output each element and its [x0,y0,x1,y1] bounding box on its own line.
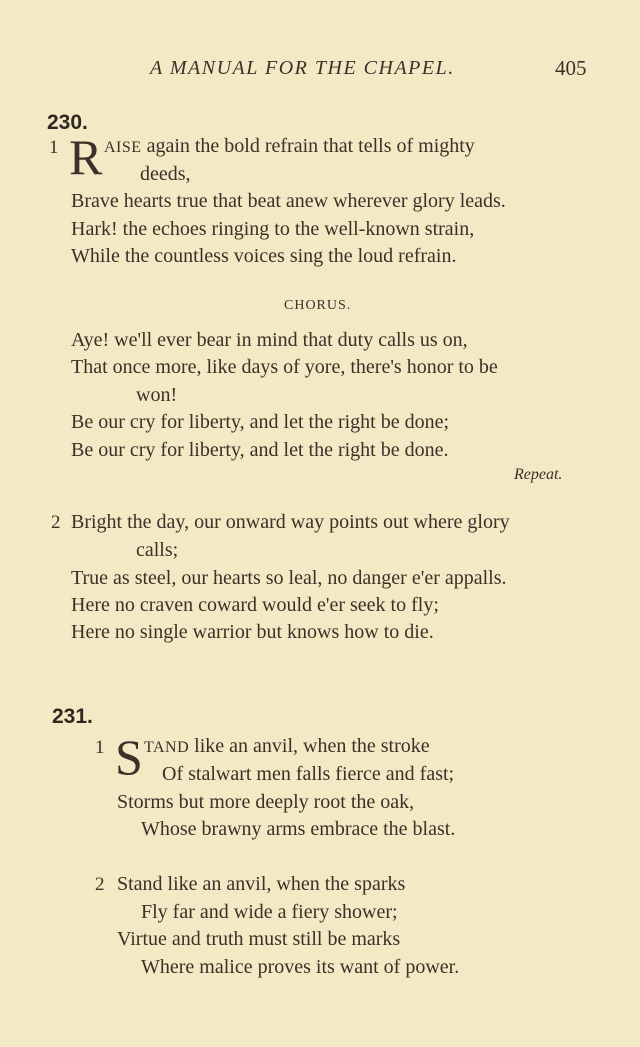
hymn-230-stanza-2-line-4: Here no single warrior but knows how to die. [71,621,434,643]
running-header-title: A MANUAL FOR THE CHAPEL. [150,57,455,79]
hymn-231-stanza-1-line-1 [144,736,430,756]
page-number: 405 [555,56,587,80]
hymn-231-stanza-2-number: 2 [95,874,105,895]
hymn-230-stanza-2-line-2: True as steel, our hearts so leal, no danger e'er appalls. [71,567,507,589]
chorus-line-1: Aye! we'll ever bear in mind that duty calls us on, [71,329,468,351]
hymn-230-stanza-1-line-2: Brave hearts true that beat anew wherever glory leads. [71,190,506,212]
hymn-231-first-word-rest: TAND [144,739,190,756]
hymn-231-stanza-1-number: 1 [95,737,105,758]
hymn-230-stanza-1-line-3: Hark! the echoes ringing to the well-known strain, [71,218,475,240]
hymn-230-stanza-2-number: 2 [51,512,61,533]
hymn-230-stanza-2-line-1: Bright the day, our onward way points out where glory [71,511,510,533]
chorus-line-2-cont: won! [136,384,178,406]
hymn-231-stanza-1-line-4: Whose brawny arms embrace the blast. [141,818,456,840]
hymn-230-stanza-2-line-1-cont: calls; [136,539,179,561]
chorus-line-2: That once more, like days of yore, there's honor to be [71,356,498,378]
hymn-231-stanza-1-line-3: Storms but more deeply root the oak, [117,791,415,813]
hymn-231-line-1-rest: like an anvil, when the stroke [194,735,430,757]
hymn-230-stanza-1-number: 1 [49,137,59,158]
hymn-230-first-word-rest: AISE [104,139,142,156]
hymn-231-stanza-2-line-1: Stand like an anvil, when the sparks [117,873,406,895]
hymn-230-stanza-1-line-4: While the countless voices sing the loud refrain. [71,245,457,267]
hymn-231-stanza-2-line-4: Where malice proves its want of power. [141,956,460,978]
repeat-mark: Repeat. [514,466,563,483]
chorus-heading: CHORUS. [284,298,352,313]
chorus-line-3: Be our cry for liberty, and let the right be done; [71,411,450,433]
hymn-230-stanza-1-line-1-cont: deeds, [140,163,191,185]
hymn-230-line-1-rest: again the bold refrain that tells of mighty [146,135,475,157]
hymn-231-stanza-2-line-3: Virtue and truth must still be marks [117,928,401,950]
hymn-231-stanza-1-line-2: Of stalwart men falls fierce and fast; [162,763,455,785]
hymn-230-drop-cap: R [69,129,103,185]
hymn-230-number: 230. [47,111,88,134]
hymn-231-stanza-2-line-2: Fly far and wide a fiery shower; [141,901,398,923]
hymn-230-stanza-1-line-1 [104,136,475,156]
hymn-231-number: 231. [52,705,93,728]
chorus-line-4: Be our cry for liberty, and let the right be done. [71,439,449,461]
hymn-230-stanza-2-line-3: Here no craven coward would e'er seek to fly; [71,594,439,616]
hymn-231-drop-cap: S [115,729,143,785]
